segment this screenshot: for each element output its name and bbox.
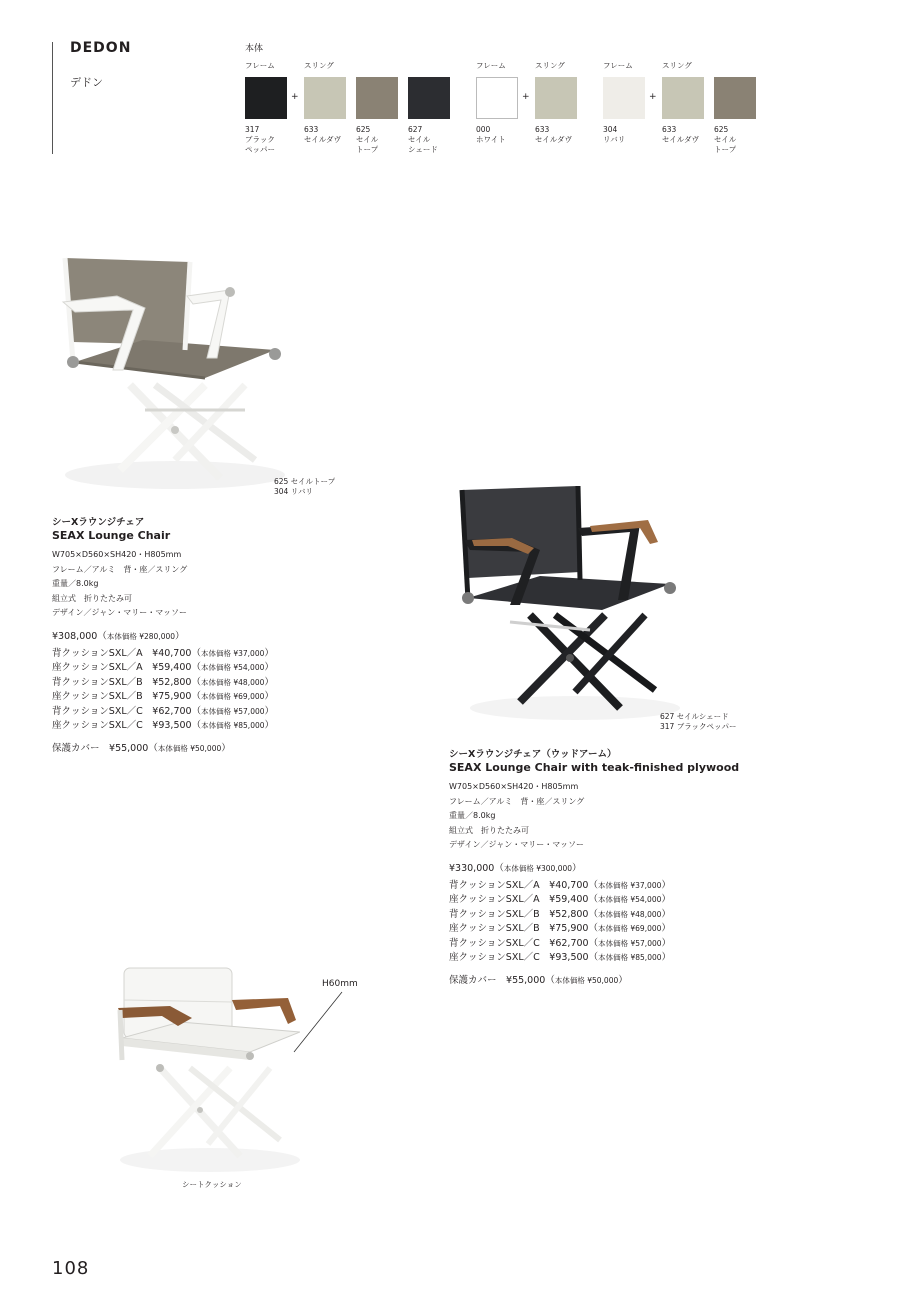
swatch-sling-633	[535, 77, 577, 119]
swatch-group-label: 本体	[245, 44, 264, 54]
brand-name-ja: デドン	[70, 76, 103, 89]
header-divider	[52, 42, 53, 154]
spec-assembly: 組立式 折りたたみ可	[52, 593, 132, 603]
cushion-price-row: 座クッションSXL／C ¥93,500（本体価格 ¥85,000）	[52, 720, 275, 732]
product-title-ja: シーXラウンジチェア（ウッドアーム）	[449, 749, 617, 760]
chair-photo-white-taupe	[45, 250, 295, 495]
spec-dimensions: W705×D560×SH420・H805mm	[449, 782, 579, 791]
swatch-sling-633	[304, 77, 346, 119]
spec-assembly: 組立式 折りたたみ可	[449, 825, 529, 835]
spec-material: フレーム／アルミ 背・座／スリング	[449, 796, 585, 806]
swatch-caption: 633 セイルダヴ	[662, 125, 699, 144]
chair-photo-seat-cushion	[100, 960, 300, 1180]
swatch-caption: 304 リバリ	[603, 125, 626, 144]
swatch-frame-304	[603, 77, 645, 119]
cushion-price-row: 背クッションSXL／C ¥62,700（本体価格 ¥57,000）	[449, 937, 672, 949]
cushion-price-row: 背クッションSXL／B ¥52,800（本体価格 ¥48,000）	[52, 676, 274, 688]
page-number: 108	[52, 1258, 90, 1279]
brand-name: DEDON	[70, 40, 132, 56]
cushion-price-row: 座クッションSXL／B ¥75,900（本体価格 ¥69,000）	[52, 691, 274, 703]
swatch-caption: 625 セイル トープ	[356, 125, 379, 154]
product-title-en: SEAX Lounge Chair	[52, 529, 171, 542]
sling-label: スリング	[662, 61, 692, 70]
sling-label: スリング	[304, 61, 334, 70]
swatch-caption: 633 セイルダヴ	[535, 125, 572, 144]
product-info-seax-wood-arm	[449, 746, 739, 989]
swatch-sling-627	[408, 77, 450, 119]
photo-caption: 625 セイルトープ 304 リバリ	[274, 477, 336, 496]
cushion-price-row: 背クッションSXL／C ¥62,700（本体価格 ¥57,000）	[52, 705, 275, 717]
cover-price: 保護カバー ¥55,000（本体価格 ¥50,000）	[449, 975, 628, 987]
cushion-height-callout: H60mm	[322, 979, 358, 989]
swatch-caption: 625 セイル トープ	[714, 125, 737, 154]
cushion-price-row: 座クッションSXL／A ¥59,400（本体価格 ¥54,000）	[449, 894, 671, 906]
frame-label: フレーム	[245, 61, 275, 70]
swatch-caption: 627 セイル シェード	[408, 125, 438, 154]
callout-leader-line	[290, 990, 350, 1060]
swatch-sling-633	[662, 77, 704, 119]
cushion-price-row: 座クッションSXL／C ¥93,500（本体価格 ¥85,000）	[449, 952, 672, 964]
chair-photo-black-teak	[450, 480, 690, 725]
swatch-frame-000	[476, 77, 518, 119]
swatch-caption: 317 ブラック ペッパー	[245, 125, 275, 154]
frame-label: フレーム	[603, 61, 633, 70]
spec-dimensions: W705×D560×SH420・H805mm	[52, 550, 182, 559]
product-title-en: SEAX Lounge Chair with teak-finished plywood	[449, 761, 740, 774]
product-price: ¥330,000（本体価格 ¥300,000）	[449, 862, 582, 874]
photo-caption: 627 セイルシェード 317 ブラックペッパー	[660, 712, 737, 731]
plus-sign: +	[291, 92, 299, 102]
cushion-price-row: 座クッションSXL／B ¥75,900（本体価格 ¥69,000）	[449, 923, 671, 935]
cushion-price-row: 背クッションSXL／A ¥40,700（本体価格 ¥37,000）	[52, 647, 274, 659]
cushion-price-row: 背クッションSXL／A ¥40,700（本体価格 ¥37,000）	[449, 879, 671, 891]
seat-cushion-caption: シートクッション	[182, 1180, 242, 1189]
spec-weight: 重量／8.0kg	[52, 579, 99, 588]
swatch-sling-625	[714, 77, 756, 119]
spec-material: フレーム／アルミ 背・座／スリング	[52, 564, 188, 574]
frame-label: フレーム	[476, 61, 506, 70]
swatch-sling-625	[356, 77, 398, 119]
product-title-ja: シーXラウンジチェア	[52, 517, 145, 528]
sling-label: スリング	[535, 61, 565, 70]
plus-sign: +	[522, 92, 530, 102]
cushion-price-row: 座クッションSXL／A ¥59,400（本体価格 ¥54,000）	[52, 662, 274, 674]
spec-designer: デザイン／ジャン・マリー・マッソー	[52, 608, 187, 617]
spec-weight: 重量／8.0kg	[449, 811, 496, 820]
spec-designer: デザイン／ジャン・マリー・マッソー	[449, 840, 584, 849]
swatch-caption: 000 ホワイト	[476, 125, 506, 144]
cushion-price-row: 背クッションSXL／B ¥52,800（本体価格 ¥48,000）	[449, 908, 671, 920]
plus-sign: +	[649, 92, 657, 102]
cover-price: 保護カバー ¥55,000（本体価格 ¥50,000）	[52, 743, 231, 755]
swatch-caption: 633 セイルダヴ	[304, 125, 341, 144]
product-info-seax	[52, 514, 274, 757]
swatch-frame-317	[245, 77, 287, 119]
product-price: ¥308,000（本体価格 ¥280,000）	[52, 630, 185, 642]
